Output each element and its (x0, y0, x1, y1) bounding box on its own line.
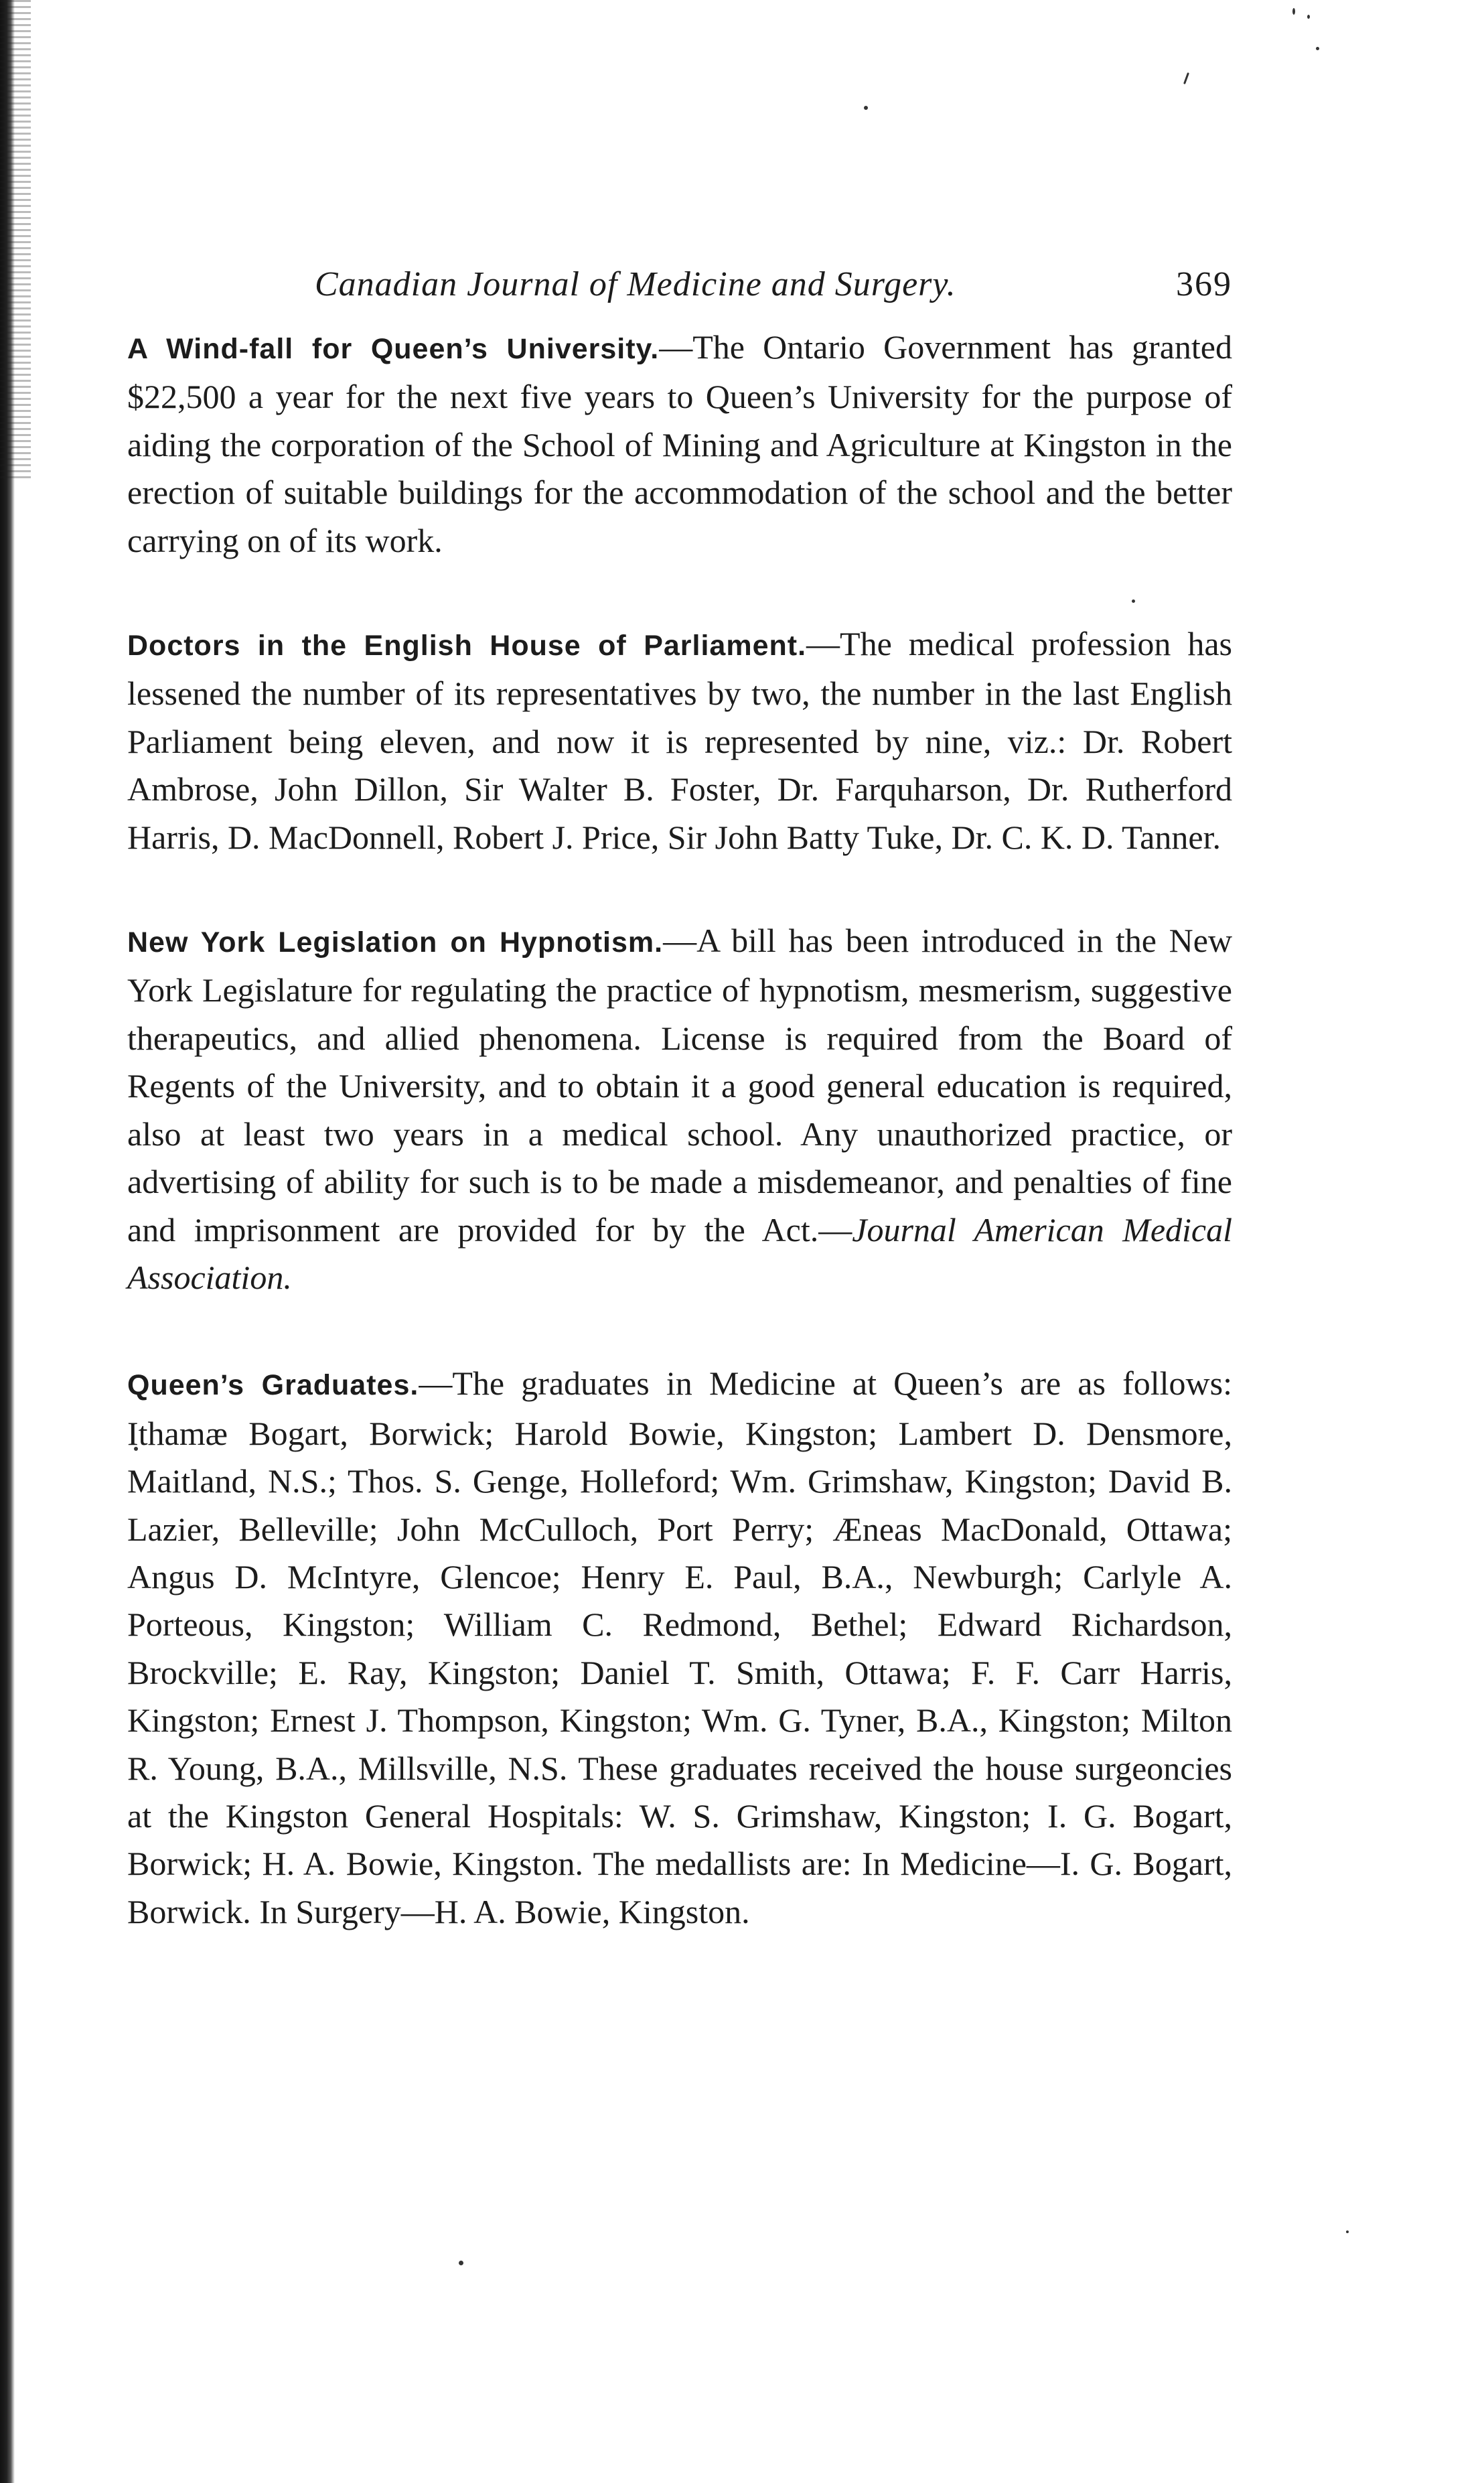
journal-title: Canadian Journal of Medicine and Surgery. (315, 265, 956, 303)
article-body: —The Ontario Government has granted $22,500 a year for the next five years to Queen’s University for the purpose of aiding the corporation of the School of Mining and Agriculture at Kingston in the erection of suitable buildings for the accommodation of the school and the better carrying on of its work. (127, 328, 1232, 559)
scan-speck (1316, 47, 1319, 50)
scan-speck (459, 2261, 463, 2265)
article-heading: New York Legislation on Hypnotism. (127, 926, 664, 959)
scan-speck (1307, 15, 1310, 19)
article-hypnotism (127, 917, 1232, 1301)
scan-speck (1183, 72, 1189, 84)
article-heading: Queen’s Graduates. (127, 1369, 419, 1402)
article-body: —The medical profession has lessened the number of its representatives by two, the number in the last English Parliament being eleven, and now it is represented by nine, viz.: Dr. Robert Ambrose, John Dillon, Sir Walter B. Foster, Dr. Farquharson, Dr. Rutherford Harris, D. MacDonnell, Robert J. Price, Sir John Batty Tuke, Dr. C. K. D. Tanner. (127, 625, 1233, 856)
article-heading: Doctors in the English House of Parliament. (127, 630, 807, 662)
article-doctors-parliament (127, 620, 1232, 861)
article-wind-fall (127, 324, 1232, 565)
scan-speck (864, 106, 868, 110)
article-body: —The graduates in Medicine at Queen’s are as follows: Ithamæ Bogart, Borwick; Harold Bowie, Kingston; Lambert D. Densmore, Maitland, N.S.; Thos. S. Genge, Holleford; Wm. Grimshaw, Kingston; David B. Lazier, Belleville; John McCulloch, Port Perry; Æneas MacDonald, Ottawa; Angus D. McIntyre, Glencoe; Henry E. Paul, B.A., Newburgh; Carlyle A. Porteous, Kingston; William C. Redmond, Bethel; Edward Richardson, Brockville; E. Ray, Kingston; Daniel T. Smith, Ottawa; F. F. Carr Harris, Kingston; Ernest J. Thompson, Kingston; Wm. G. Tyner, B.A., Kingston; Milton R. Young, B.A., Millsville, N.S. These graduates received the house surgeoncies at the Kingston General Hospitals: W. S. Grimshaw, Kingston; I. G. Bogart, Borwick; H. A. Bowie, Kingston. The medallists are: In Medicine—I. G. Bogart, Borwick. In Surgery—H. A. Bowie, Kingston. (127, 1364, 1232, 1930)
scan-edge-noise (0, 0, 31, 482)
scan-speck (1292, 8, 1295, 15)
article-source: Journal American Medical Association. (127, 1210, 1233, 1296)
scan-speck (1346, 2230, 1349, 2233)
page (127, 258, 1232, 1936)
article-heading: A Wind-fall for Queen’s University. (127, 333, 660, 365)
article-body: —A bill has been introduced in the New York Legislature for regulating the practice of hypnotism, mesmerism, suggestive therapeutics, and allied phenomena. License is required from the Board of Regents of the University, and to obtain it a good general education is required, also at least two years in a medical school. Any unauthorized practice, or advertising of ability for such is to be made a misdemeanor, and penalties of fine and imprisonment are provided for by the Act.— (127, 922, 1232, 1249)
page-number: 369 (1176, 265, 1232, 303)
article-queens-graduates (127, 1360, 1232, 1936)
running-header (127, 258, 1232, 311)
